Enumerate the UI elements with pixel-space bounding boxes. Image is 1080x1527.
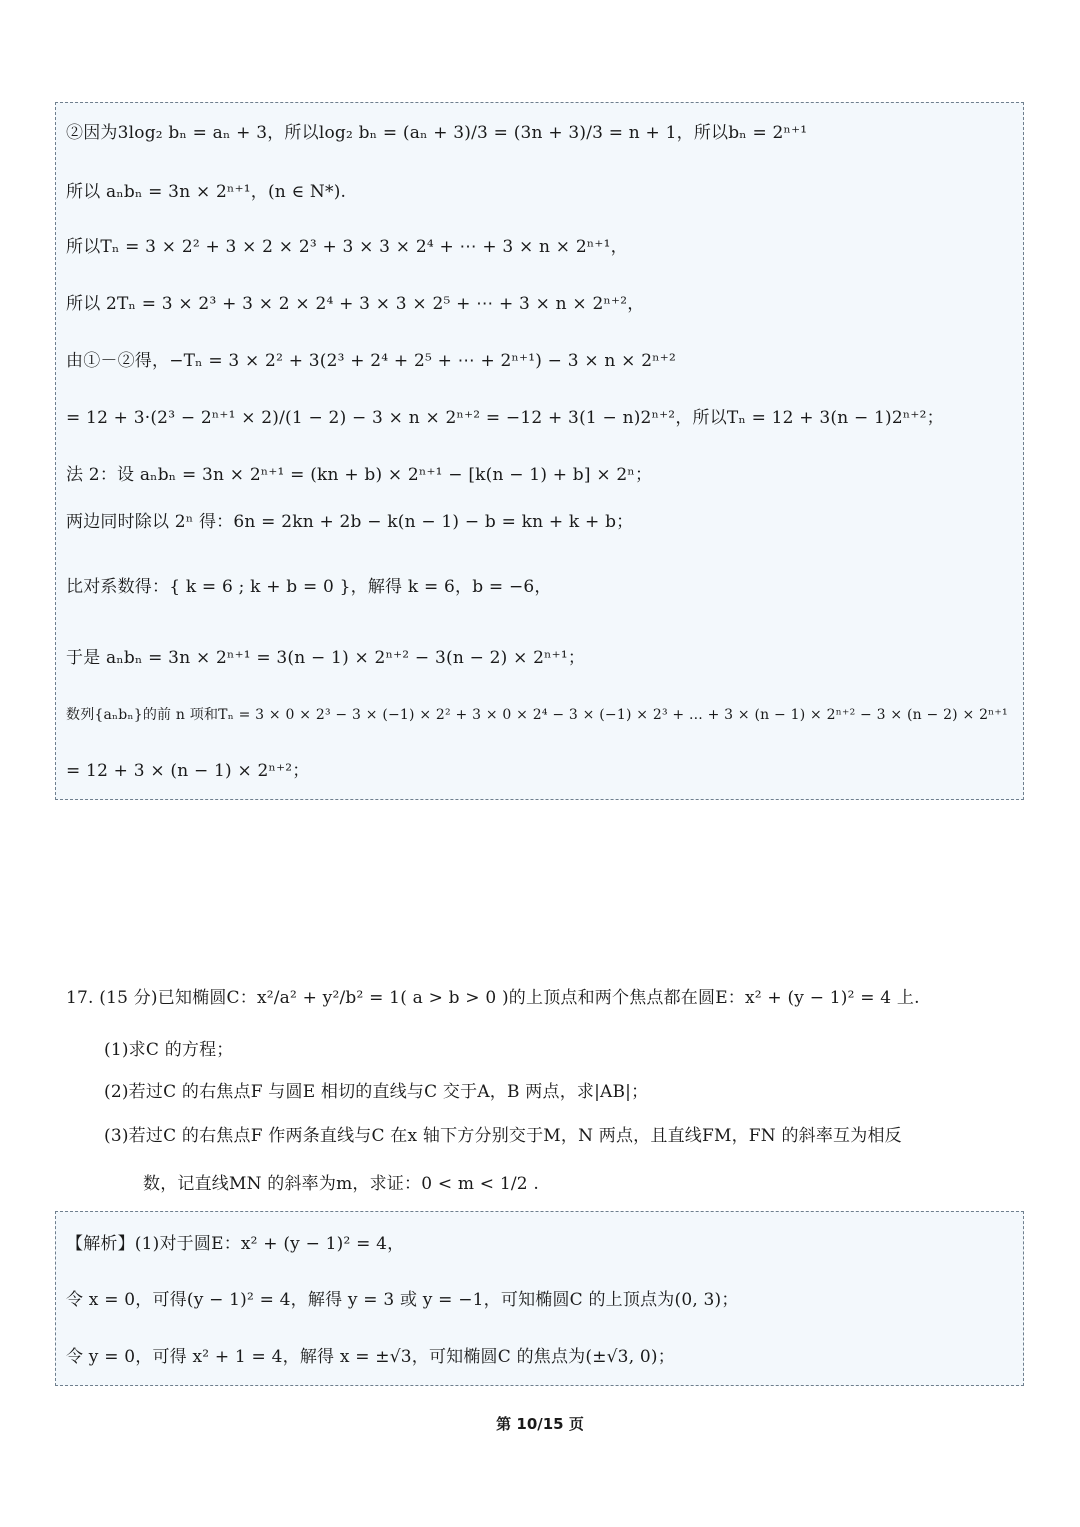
solution-line: ②因为3log₂ bₙ = aₙ + 3，所以log₂ bₙ = (aₙ + 3)/3 = (3n + 3)/3 = n + 1，所以bₙ = 2ⁿ⁺¹: [66, 123, 808, 143]
question-part: (1)求C 的方程；: [104, 1040, 234, 1060]
solution-line: 令 y = 0，可得 x² + 1 = 4，解得 x = ±√3，可知椭圆C 的焦点为(±√3, 0)；: [66, 1347, 675, 1367]
solution-line: 于是 aₙbₙ = 3n × 2ⁿ⁺¹ = 3(n − 1) × 2ⁿ⁺² − 3(n − 2) × 2ⁿ⁺¹；: [66, 648, 586, 668]
solution-line: 数列{aₙbₙ}的前 n 项和Tₙ = 3 × 0 × 2³ − 3 × (−1) × 2² + 3 × 0 × 2⁴ − 3 × (−1) × 2³ + ... + 3 × (n − 1) × 2ⁿ⁺² − 3 × (n − 2) × 2ⁿ⁺¹: [66, 707, 1008, 723]
solution-line: 所以 aₙbₙ = 3n × 2ⁿ⁺¹，(n ∈ N*).: [66, 182, 347, 202]
solution-line: 【解析】(1)对于圆E：x² + (y − 1)² = 4，: [66, 1234, 405, 1254]
solution-line: 两边同时除以 2ⁿ 得：6n = 2kn + 2b − k(n − 1) − b = kn + k + b；: [66, 512, 634, 532]
solution-line: 所以Tₙ = 3 × 2² + 3 × 2 × 2³ + 3 × 3 × 2⁴ + ⋯ + 3 × n × 2ⁿ⁺¹，: [66, 237, 628, 257]
question-part: (2)若过C 的右焦点F 与圆E 相切的直线与C 交于A，B 两点，求|AB|；: [104, 1082, 649, 1102]
page-number: 第 10/15 页: [496, 1415, 584, 1433]
solution-line: 由①－②得，−Tₙ = 3 × 2² + 3(2³ + 2⁴ + 2⁵ + ⋯ + 2ⁿ⁺¹) − 3 × n × 2ⁿ⁺²: [66, 351, 676, 371]
solution-line: 比对系数得：{ k = 6 ; k + b = 0 }，解得 k = 6，b = −6，: [66, 577, 552, 597]
question-part: (3)若过C 的右焦点F 作两条直线与C 在x 轴下方分别交于M，N 两点，且直线FM，FN 的斜率互为相反: [104, 1126, 902, 1146]
question-stem: 17. (15 分)已知椭圆C：x²/a² + y²/b² = 1( a > b > 0 )的上顶点和两个焦点都在圆E：x² + (y − 1)² = 4 上.: [66, 988, 920, 1008]
solution-line: 令 x = 0，可得(y − 1)² = 4，解得 y = 3 或 y = −1，可知椭圆C 的上顶点为(0, 3)；: [66, 1290, 739, 1310]
solution-line: = 12 + 3 × (n − 1) × 2ⁿ⁺²；: [66, 761, 310, 781]
solution-line: 所以 2Tₙ = 3 × 2³ + 3 × 2 × 2⁴ + 3 × 3 × 2⁵ + ⋯ + 3 × n × 2ⁿ⁺²，: [66, 294, 645, 314]
solution-line: = 12 + 3·(2³ − 2ⁿ⁺¹ × 2)/(1 − 2) − 3 × n × 2ⁿ⁺² = −12 + 3(1 − n)2ⁿ⁺²，所以Tₙ = 12 + 3(n − 1)2ⁿ⁺²；: [66, 408, 944, 428]
question-part: 数，记直线MN 的斜率为m，求证：0 < m < 1/2 .: [143, 1174, 540, 1194]
solution-line: 法 2：设 aₙbₙ = 3n × 2ⁿ⁺¹ = (kn + b) × 2ⁿ⁺¹ − [k(n − 1) + b] × 2ⁿ；: [66, 465, 653, 485]
solution-box-continued: [55, 102, 1024, 800]
